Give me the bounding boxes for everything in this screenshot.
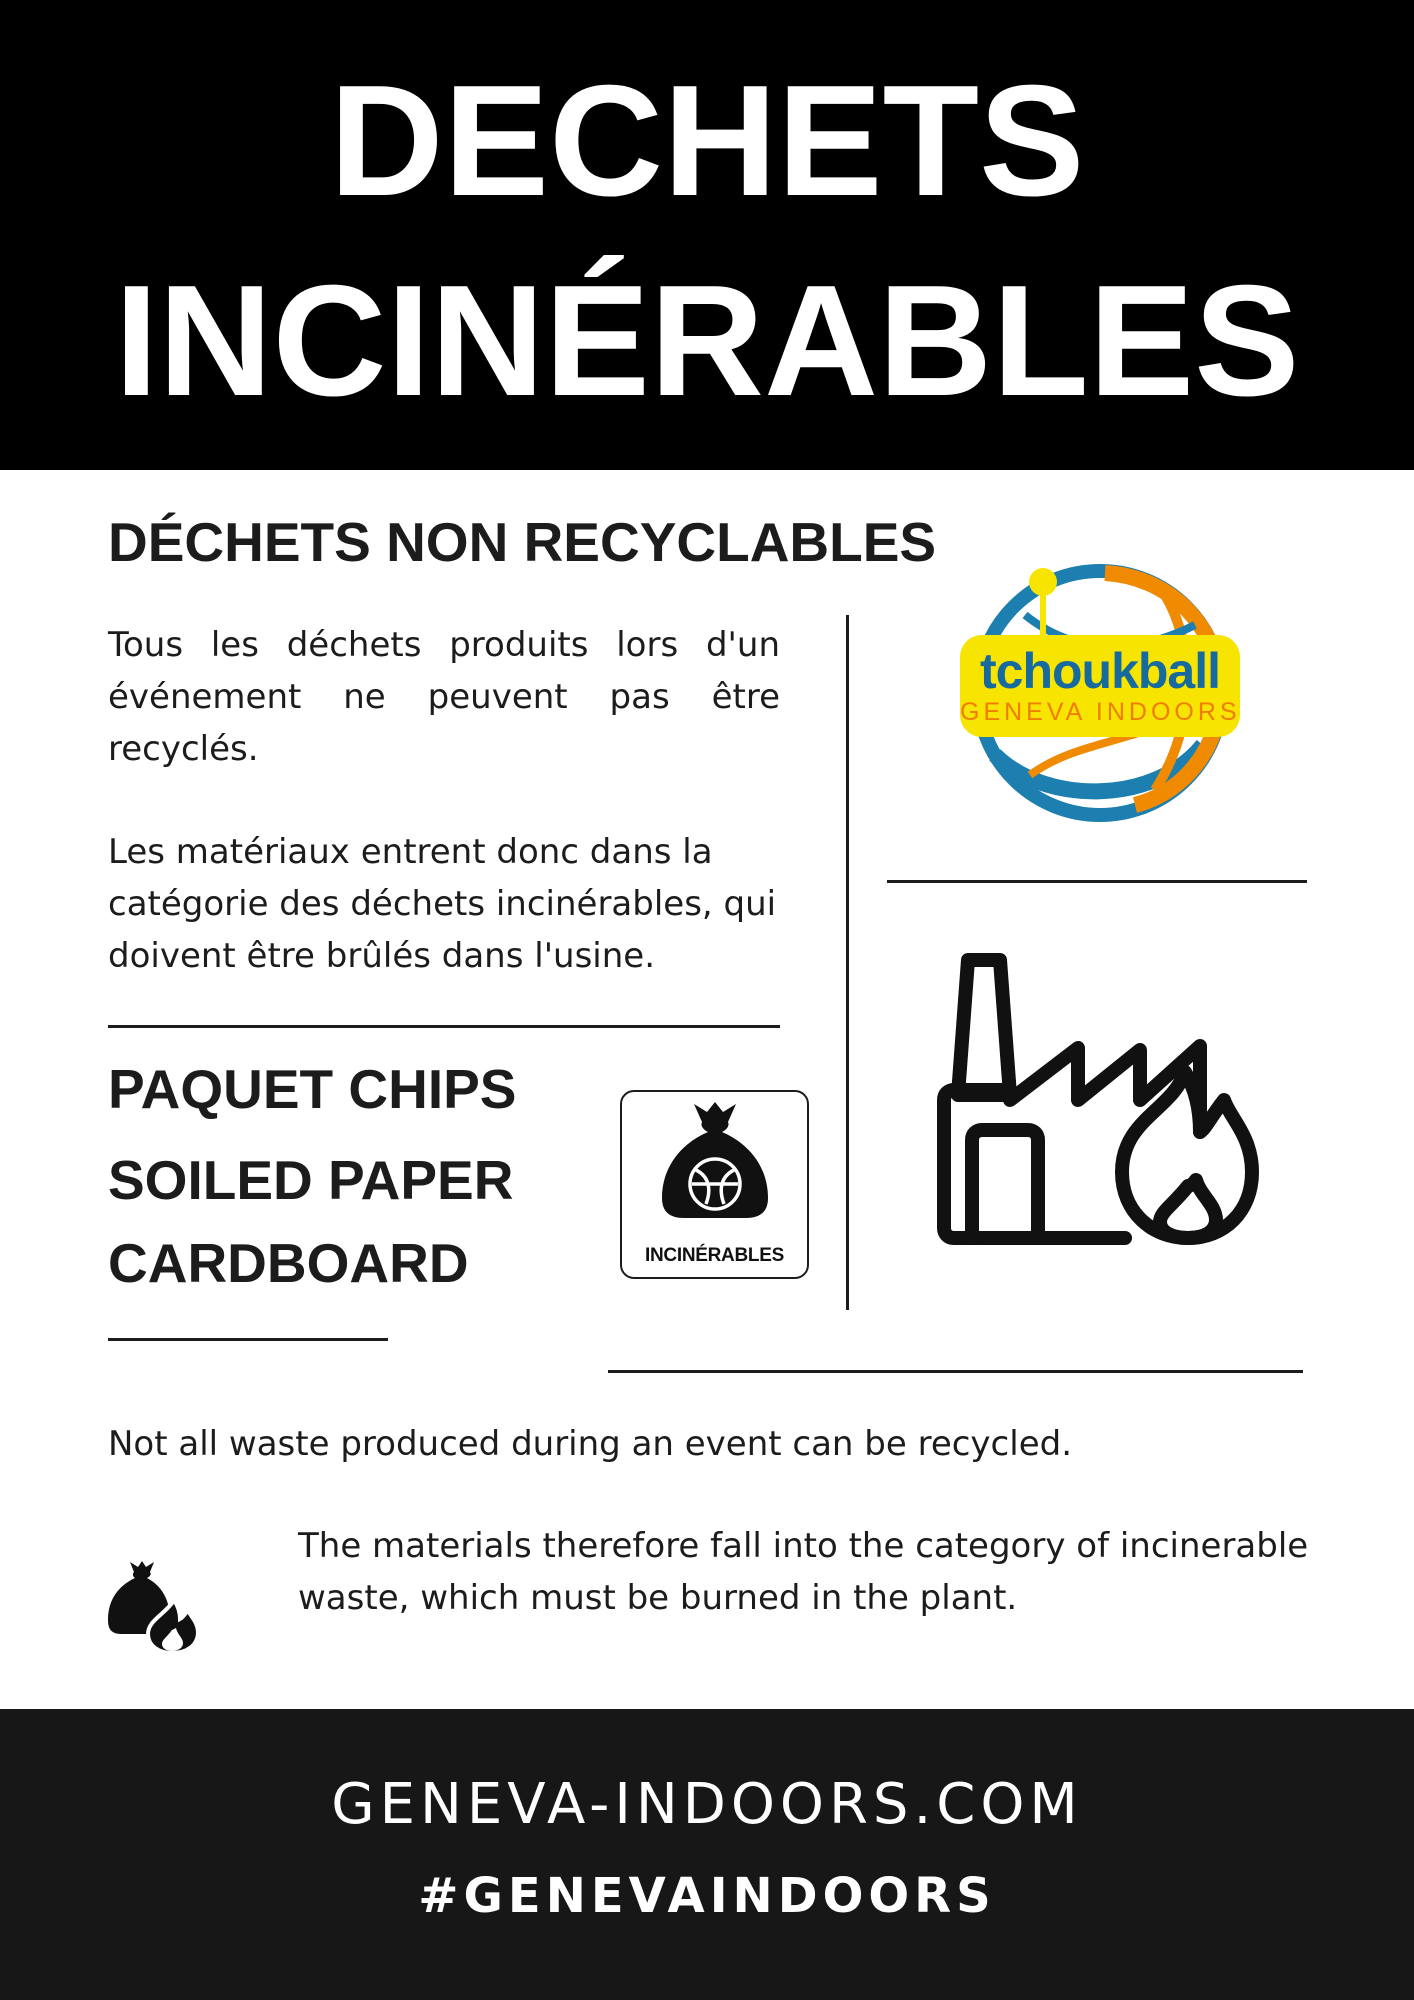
logo-sub-text: GENEVA INDOORS: [960, 698, 1241, 726]
en-paragraph-1: Not all waste produced during an event can be recycled.: [108, 1424, 1073, 1464]
divider-vertical: [846, 615, 849, 1310]
fr-paragraph-2: Les matériaux entrent donc dans la catégorie des déchets incinérables, qui doivent être brûlés dans l'usine.: [108, 832, 777, 976]
factory-fire-icon: [930, 950, 1270, 1280]
trash-bag-fire-icon: [104, 1558, 204, 1653]
fr-paragraph-1: Tous les déchets produits lors d'un événement ne peuvent pas être recyclés.: [108, 625, 780, 769]
en-paragraph-2: The materials therefore fall into the category of incinerable waste, which must be burned in the plant.: [298, 1526, 1309, 1618]
divider-bottom: [608, 1370, 1303, 1373]
incinerables-badge: [620, 1090, 809, 1279]
divider-left-top: [108, 1025, 780, 1028]
footer-banner: [0, 1709, 1414, 2000]
logo-brand-text: tchoukball: [979, 643, 1221, 699]
divider-items: [108, 1338, 388, 1341]
item-chips: PAQUET CHIPS: [108, 1058, 517, 1120]
divider-right-top: [887, 880, 1307, 883]
footer-website: GENEVA-INDOORS.COM: [331, 1772, 1083, 1837]
header-banner: [0, 0, 1414, 470]
page-title-line-2: INCINÉRABLES: [114, 253, 1300, 429]
tchoukball-logo: [955, 555, 1245, 825]
item-cardboard: CARDBOARD: [108, 1232, 469, 1294]
badge-label: INCINÉRABLES: [645, 1245, 784, 1266]
section-subtitle: DÉCHETS NON RECYCLABLES: [108, 511, 937, 573]
trash-bag-ball-icon: [622, 1092, 807, 1232]
footer-hashtag: #GENEVAINDOORS: [418, 1868, 996, 1924]
item-soiled-paper: SOILED PAPER: [108, 1149, 514, 1211]
page-title-line-1: DECHETS: [329, 53, 1085, 229]
